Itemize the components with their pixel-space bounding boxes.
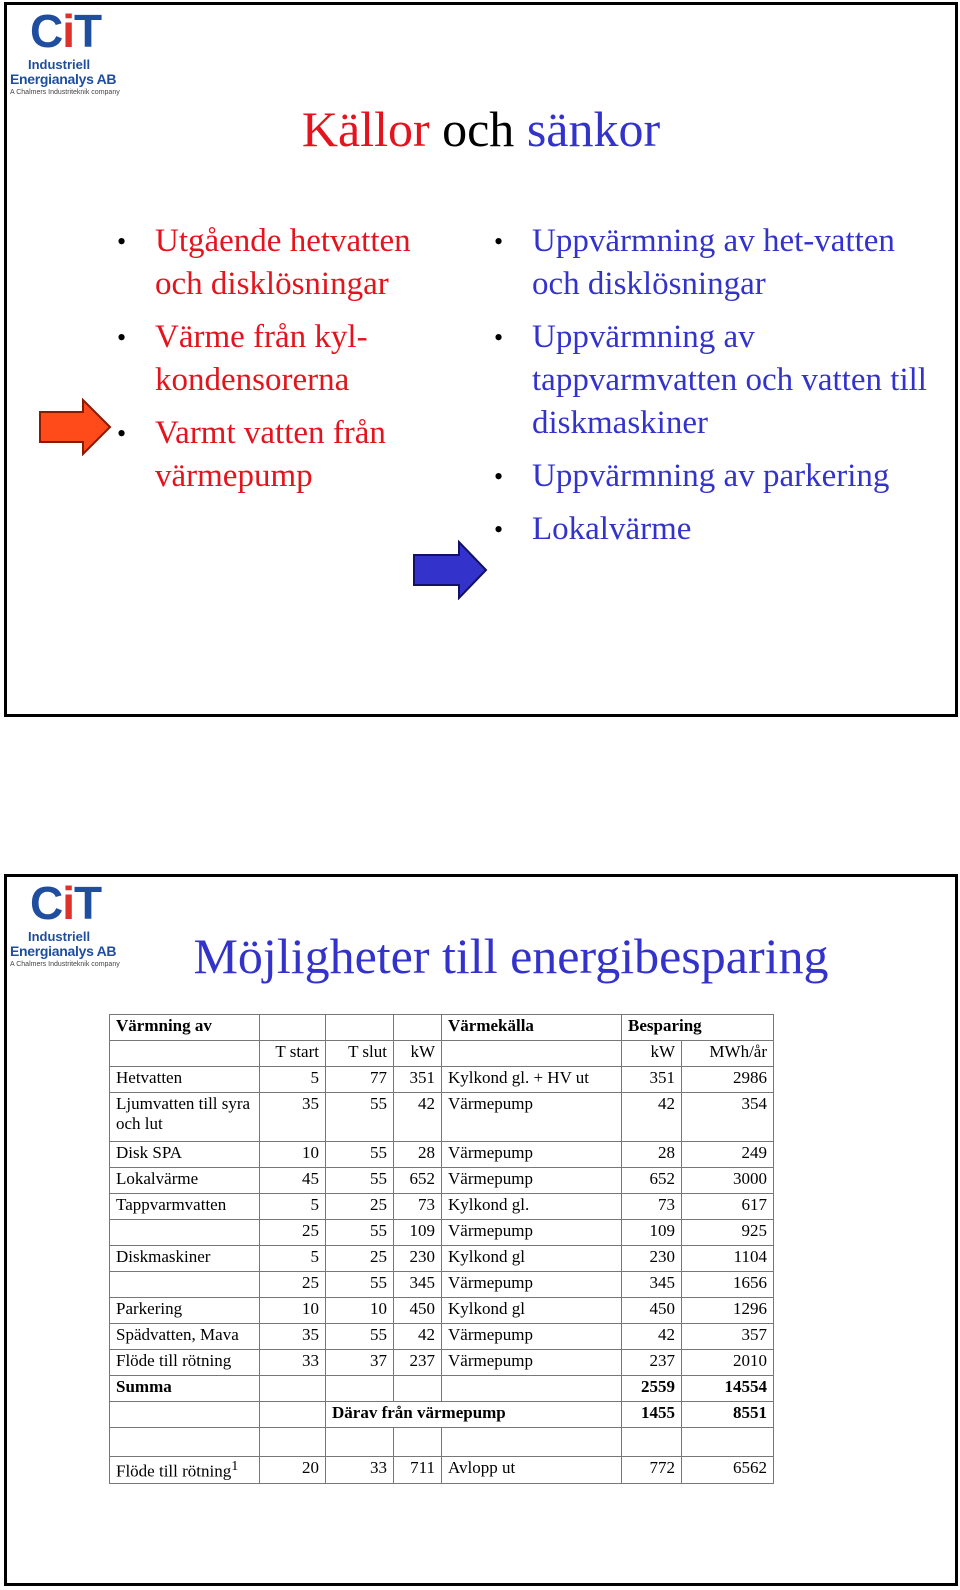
- row-label: Parkering: [110, 1298, 260, 1324]
- slide-energy-savings: [4, 874, 958, 1586]
- header-cell: kW: [622, 1041, 682, 1067]
- list-item: • Lokalvärme: [494, 511, 692, 547]
- darav-kw: 1455: [622, 1402, 682, 1428]
- list-item: • Varmt vatten från värmepump: [117, 415, 386, 494]
- list-item: • Uppvärmning av tappvarmvatten och vatten till diskmaskiner: [494, 319, 927, 441]
- table-cell: 6562: [682, 1457, 774, 1484]
- table-cell: 42: [394, 1093, 442, 1142]
- table-cell: 20: [260, 1457, 326, 1484]
- header-cell: Värmning av: [110, 1015, 260, 1041]
- logo-line3: A Chalmers Industriteknik company: [10, 89, 120, 96]
- table-cell: 55: [326, 1324, 394, 1350]
- table-cell: 1104: [682, 1246, 774, 1272]
- header-cell: Besparing: [622, 1015, 774, 1041]
- table-cell: 77: [326, 1067, 394, 1093]
- table-row: [110, 1168, 774, 1194]
- table-cell: 10: [260, 1142, 326, 1168]
- logo-line2: Energianalys AB: [10, 943, 117, 959]
- table-row: [110, 1457, 774, 1484]
- title-word-kallor: Källor: [301, 101, 430, 157]
- red-arrow-icon: [37, 398, 113, 456]
- table-cell: 55: [326, 1220, 394, 1246]
- table-cell: Värmepump: [442, 1324, 622, 1350]
- company-logo: [10, 5, 120, 100]
- row-label: Hetvatten: [110, 1067, 260, 1093]
- table-cell: 73: [622, 1194, 682, 1220]
- table-cell: 109: [394, 1220, 442, 1246]
- table-cell: 230: [394, 1246, 442, 1272]
- table-header-row: [110, 1015, 774, 1041]
- list-item: • Uppvärmning av parkering: [494, 458, 890, 494]
- header-cell: Värmekälla: [442, 1015, 622, 1041]
- table-cell: 55: [326, 1142, 394, 1168]
- table-cell: 230: [622, 1246, 682, 1272]
- table-cell: 73: [394, 1194, 442, 1220]
- table-cell: 2010: [682, 1350, 774, 1376]
- logo-mark: CiT: [30, 5, 102, 57]
- table-row: [110, 1142, 774, 1168]
- row-label: Lokalvärme: [110, 1168, 260, 1194]
- table-cell: Kylkond gl: [442, 1298, 622, 1324]
- logo-mark: CiT: [30, 877, 102, 929]
- table-cell: 237: [622, 1350, 682, 1376]
- table-cell: Värmepump: [442, 1168, 622, 1194]
- sources-list: [117, 220, 465, 508]
- title-word-sankor: sänkor: [526, 101, 661, 157]
- table-cell: 711: [394, 1457, 442, 1484]
- table-row: [110, 1324, 774, 1350]
- table-cell: 5: [260, 1067, 326, 1093]
- table-cell: 25: [260, 1220, 326, 1246]
- table-cell: 10: [260, 1298, 326, 1324]
- table-cell: 5: [260, 1194, 326, 1220]
- table-cell: 925: [682, 1220, 774, 1246]
- header-cell: kW: [394, 1041, 442, 1067]
- table-cell: 3000: [682, 1168, 774, 1194]
- table-row: [110, 1298, 774, 1324]
- table-cell: 450: [394, 1298, 442, 1324]
- row-label: Diskmaskiner: [110, 1246, 260, 1272]
- table-cell: 652: [394, 1168, 442, 1194]
- table-cell: 345: [394, 1272, 442, 1298]
- slide-title: Möjligheter till energibesparing: [193, 928, 829, 984]
- row-label: [110, 1272, 260, 1298]
- table-row: [110, 1067, 774, 1093]
- table-cell: Värmepump: [442, 1350, 622, 1376]
- spacer-row: [110, 1428, 774, 1457]
- table-row: [110, 1220, 774, 1246]
- table-cell: 28: [394, 1142, 442, 1168]
- table-row: [110, 1246, 774, 1272]
- row-label: Disk SPA: [110, 1142, 260, 1168]
- table-cell: 357: [682, 1324, 774, 1350]
- summa-mwh: 14554: [682, 1376, 774, 1402]
- table-cell: Kylkond gl. + HV ut: [442, 1067, 622, 1093]
- summa-kw: 2559: [622, 1376, 682, 1402]
- logo-line1: Industriell: [28, 929, 91, 944]
- table-cell: Värmepump: [442, 1220, 622, 1246]
- table-cell: Kylkond gl: [442, 1246, 622, 1272]
- header-cell: T start: [260, 1041, 326, 1067]
- table-cell: 652: [622, 1168, 682, 1194]
- logo-line1: Industriell: [28, 57, 91, 72]
- darav-label: Därav från värmepump: [326, 1402, 622, 1428]
- table-cell: 10: [326, 1298, 394, 1324]
- table-cell: 354: [682, 1093, 774, 1142]
- table-cell: Kylkond gl.: [442, 1194, 622, 1220]
- table-cell: 249: [682, 1142, 774, 1168]
- table-cell: 25: [326, 1246, 394, 1272]
- table-cell: 450: [622, 1298, 682, 1324]
- table-cell: Värmepump: [442, 1093, 622, 1142]
- table-cell: 55: [326, 1168, 394, 1194]
- table-cell: 772: [622, 1457, 682, 1484]
- row-label: Ljumvatten till syra och lut: [110, 1093, 260, 1142]
- table-cell: 109: [622, 1220, 682, 1246]
- header-cell: T slut: [326, 1041, 394, 1067]
- table-cell: 33: [260, 1350, 326, 1376]
- row-label: Spädvatten, Mava: [110, 1324, 260, 1350]
- table-cell: 351: [394, 1067, 442, 1093]
- row-label: Flöde till rötning: [110, 1350, 260, 1376]
- table-cell: 28: [622, 1142, 682, 1168]
- table-cell: 42: [622, 1093, 682, 1142]
- summa-label: Summa: [110, 1376, 260, 1402]
- logo-line3: A Chalmers Industriteknik company: [10, 961, 120, 968]
- title-word-och: och: [442, 101, 515, 157]
- table-cell: 345: [622, 1272, 682, 1298]
- table-cell: 55: [326, 1272, 394, 1298]
- summa-row: [110, 1376, 774, 1402]
- darav-mwh: 8551: [682, 1402, 774, 1428]
- table-cell: 37: [326, 1350, 394, 1376]
- row-label: [110, 1220, 260, 1246]
- slide-title: [7, 100, 955, 158]
- table-cell: Värmepump: [442, 1272, 622, 1298]
- table-cell: 5: [260, 1246, 326, 1272]
- table-cell: 351: [622, 1067, 682, 1093]
- table-cell: 25: [326, 1194, 394, 1220]
- table-cell: 55: [326, 1093, 394, 1142]
- table-cell: 1296: [682, 1298, 774, 1324]
- blue-arrow-icon: [411, 540, 489, 600]
- table-cell: 1656: [682, 1272, 774, 1298]
- table-cell: 33: [326, 1457, 394, 1484]
- table-cell: Värmepump: [442, 1142, 622, 1168]
- header-cell: MWh/år: [682, 1041, 774, 1067]
- table-cell: 2986: [682, 1067, 774, 1093]
- logo-line2: Energianalys AB: [10, 71, 117, 87]
- table-cell: 617: [682, 1194, 774, 1220]
- list-item: • Uppvärmning av het-vatten och disklösningar: [494, 223, 895, 302]
- list-item: • Värme från kyl-kondensorerna: [117, 319, 368, 398]
- row-label: Tappvarmvatten: [110, 1194, 260, 1220]
- table-subheader-row: [110, 1041, 774, 1067]
- table-row: [110, 1272, 774, 1298]
- table-cell: 35: [260, 1093, 326, 1142]
- table-cell: 42: [622, 1324, 682, 1350]
- table-cell: 42: [394, 1324, 442, 1350]
- list-item: • Utgående hetvatten och disklösningar: [117, 223, 411, 302]
- sinks-list: [494, 220, 932, 561]
- savings-table: [109, 1014, 774, 1484]
- table-cell: 45: [260, 1168, 326, 1194]
- table-row: [110, 1093, 774, 1142]
- table-cell: Avlopp ut: [442, 1457, 622, 1484]
- row-label: Flöde till rötning$^1$: [110, 1457, 260, 1484]
- table-row: [110, 1194, 774, 1220]
- darav-row: [110, 1402, 774, 1428]
- table-cell: 25: [260, 1272, 326, 1298]
- table-cell: 237: [394, 1350, 442, 1376]
- table-row: [110, 1350, 774, 1376]
- table-cell: 35: [260, 1324, 326, 1350]
- slide-sources-and-sinks: [4, 2, 958, 717]
